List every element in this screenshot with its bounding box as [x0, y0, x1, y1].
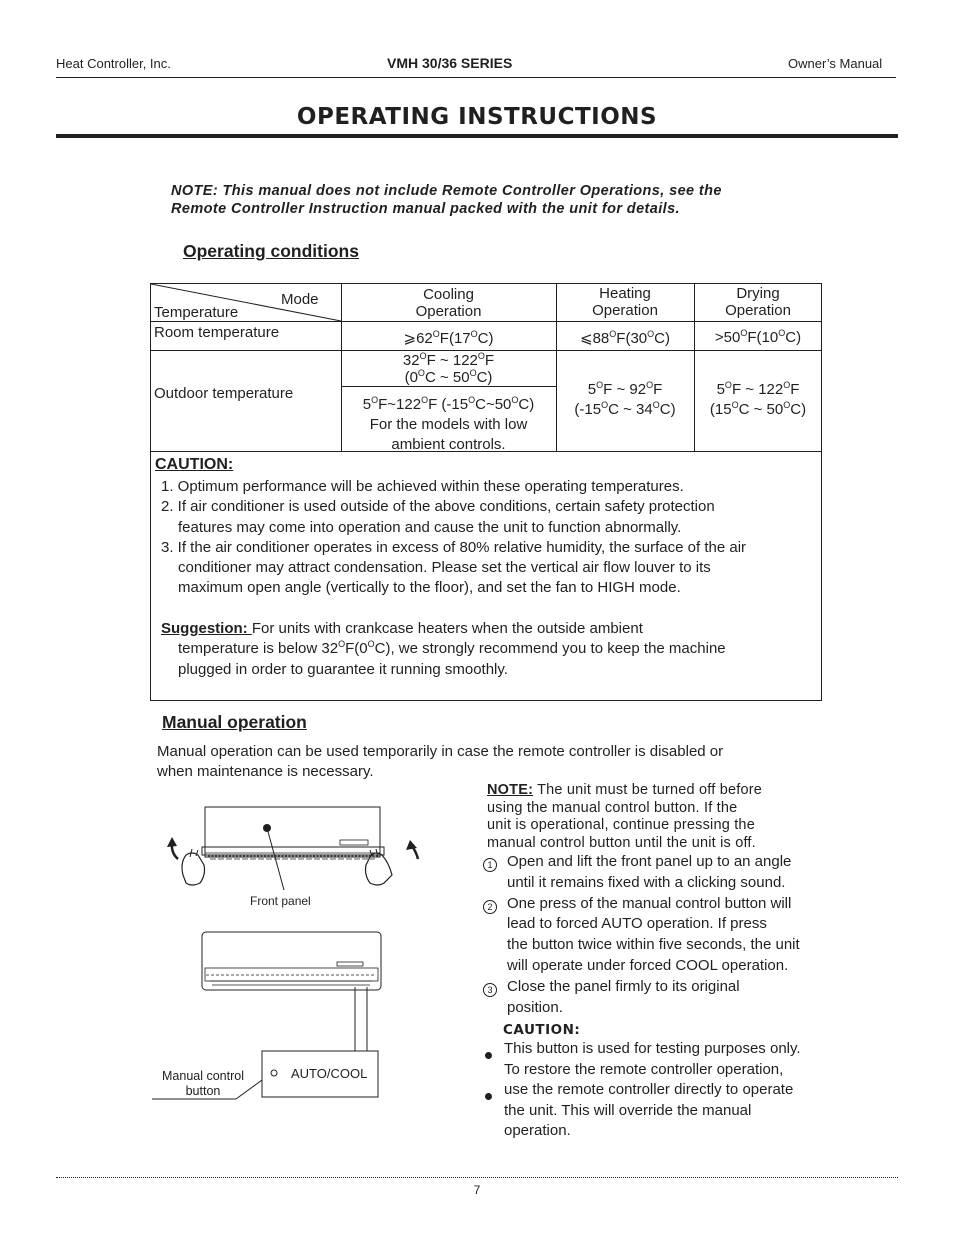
hand-left-icon — [182, 849, 205, 885]
header-manual: Owner’s Manual — [788, 56, 883, 71]
low-ambient-note: ambient controls. — [391, 436, 506, 453]
caution-item: 3. If the air conditioner operates in excess of 80% relative humidity, the surface of the air — [161, 538, 747, 556]
col-label: Cooling — [423, 286, 474, 303]
front-panel-label: Front panel — [250, 894, 311, 908]
manual-note: NOTE: The unit must be turned off before using the manual control button. If the unit is operational, continue pressing the manual control button until the unit is off. — [487, 782, 763, 851]
operating-conditions-box — [150, 283, 822, 701]
unit-manual-button-view — [202, 932, 381, 990]
note-label: NOTE: — [487, 782, 534, 798]
caution-item: features may come into operation and cause the unit to function abnormally. — [178, 518, 682, 536]
low-ambient-note: For the models with low — [369, 416, 528, 433]
bullet-icon — [485, 1093, 492, 1100]
col-label: Operation — [592, 302, 658, 319]
manual-control-label: button — [185, 1084, 221, 1098]
col-label: Drying — [736, 285, 780, 302]
hand-right-icon — [366, 849, 393, 885]
manual-control-label: Manual control — [162, 1069, 244, 1083]
arrow-up-right-icon — [406, 840, 418, 859]
row-outdoor-temperature: Outdoor temperature — [154, 385, 294, 402]
page-title: OPERATING INSTRUCTIONS — [296, 104, 658, 130]
room-drying-value: $>50^OF(10^OC)$ — [714, 328, 802, 346]
col-label: Operation — [415, 303, 482, 320]
col-heating — [556, 285, 694, 319]
table-divider — [341, 386, 556, 387]
caution-heading: CAUTION: — [155, 456, 234, 473]
auto-cool-label: AUTO/COOL — [291, 1066, 368, 1081]
step-number-icon: 2 — [483, 900, 497, 914]
caution-item: maximum open angle (vertically to the floor), and set the fan to HIGH mode. — [178, 579, 681, 597]
col-cooling — [341, 286, 556, 320]
note-remote-controller — [171, 182, 811, 218]
step-3: 3 Close the panel firmly to its original position. — [483, 977, 853, 1019]
caution-item: conditioner may attract condensation. Please set the vertical air flow louver to its — [178, 559, 711, 577]
unit-front-panel-open — [202, 807, 384, 890]
col-label: Heating — [599, 285, 651, 302]
manual-intro: Manual operation can be used temporarily in case the remote controller is disabled or when maintenance is necessary. — [157, 743, 724, 780]
outdoor-heating-value: $5^OF$ ~ $92^OF$ ($-15^OC$ ~ $34^OC$) — [574, 380, 676, 418]
step-1: 1 Open and lift the front panel up to an angle until it remains fixed with a clicking sound. — [483, 852, 853, 894]
step-2: 2 One press of the manual control button will lead to forced AUTO operation. If press the button twice within five seconds, the unit will operate under forced COOL operation. — [483, 894, 853, 977]
caution-item: 1. Optimum performance will be achieved within these operating temperatures. — [161, 478, 684, 495]
header-series: VMH 30/36 SERIES — [387, 55, 513, 71]
corner-mode: Mode — [281, 291, 319, 308]
manual-steps — [483, 852, 853, 1018]
manual-operation-heading: Manual operation — [162, 712, 307, 732]
row-room-temperature: Room temperature — [154, 324, 280, 341]
step-number-icon: 1 — [483, 858, 497, 872]
manual-caution-list — [485, 1039, 855, 1142]
caution-item: 2. If air conditioner is used outside of the above conditions, certain safety protection — [161, 498, 715, 516]
note-line: NOTE: This manual does not include Remote Controller Operations, see the — [171, 183, 722, 199]
col-drying — [694, 285, 822, 319]
room-cooling-value: $⩾62^OF(17^OC)$ — [403, 329, 494, 347]
operating-conditions-heading: Operating conditions — [183, 241, 359, 261]
outdoor-drying-value: $5^OF$ ~ $122^OF$ ($15^OC$ ~ $50^OC$) — [709, 380, 807, 418]
caution-bullet: use the remote controller directly to operate the unit. This will override the manual operation. — [485, 1080, 855, 1142]
page-number: 7 — [473, 1183, 481, 1197]
suggestion-label: Suggestion: — [161, 620, 252, 637]
title-rule — [56, 134, 898, 138]
outdoor-cooling-standard: $32^OF$ ~ $122^OF$ ($0^OC$ ~ $50^OC$) — [402, 351, 495, 386]
step-number-icon: 3 — [483, 983, 497, 997]
footer-rule — [56, 1177, 898, 1178]
note-line: Remote Controller Instruction manual packed with the unit for details. — [171, 201, 680, 217]
header-company: Heat Controller, Inc. — [56, 56, 171, 71]
header-rule — [56, 77, 896, 78]
room-heating-value: $⩽88^OF(30^OC)$ — [580, 329, 670, 347]
suggestion: Suggestion: For units with crankcase heaters when the outside ambient temperature is below $32^OF(0^OC)$, we strongly recommend you to keep the machine plugged in order to guarantee it running smoothly. — [161, 620, 726, 678]
col-label: Operation — [725, 302, 791, 319]
manual-caution-heading: CAUTION: — [503, 1022, 581, 1038]
corner-temperature: Temperature — [154, 304, 239, 321]
table-divider — [151, 350, 821, 351]
arrow-up-left-icon — [167, 837, 178, 859]
caution-bullet: This button is used for testing purposes only. To restore the remote controller operation, — [485, 1039, 855, 1080]
bullet-icon — [485, 1052, 492, 1059]
outdoor-cooling-low-ambient: $5^OF\sim 122^OF$ $(-15^OC\sim 50^OC)$ For the models with low ambient controls. — [341, 395, 556, 455]
indoor-unit-illustration — [150, 795, 450, 1105]
caution-list — [161, 477, 821, 599]
